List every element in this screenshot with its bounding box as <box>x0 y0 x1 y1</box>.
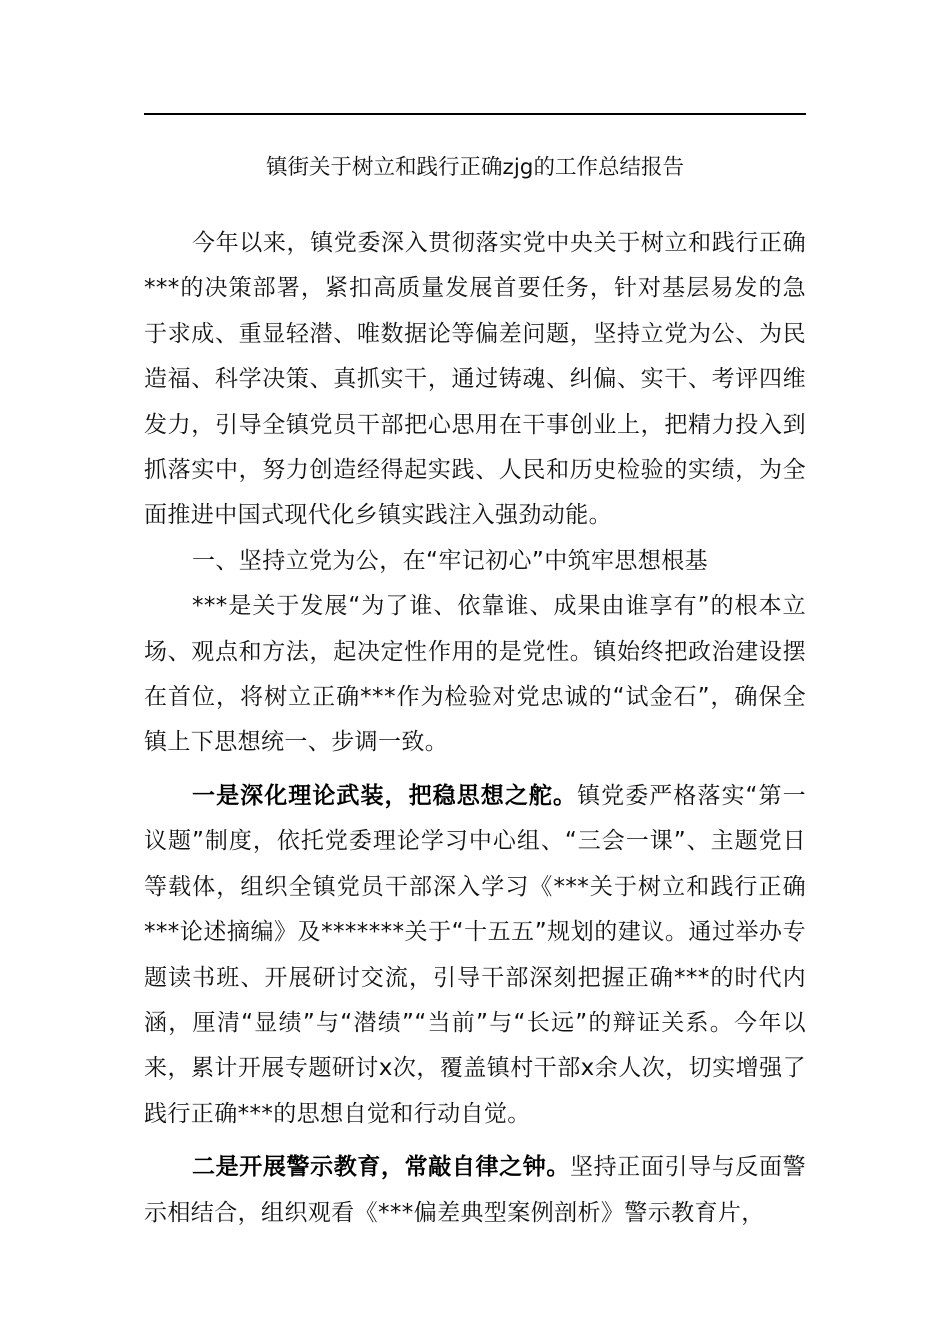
point-2-lead: 二是开展警示教育，常敲自律之钟。 <box>192 1154 570 1181</box>
document-title: 镇街关于树立和践行正确zjg的工作总结报告 <box>266 155 684 180</box>
point-1-paragraph <box>144 774 806 1137</box>
paragraph-spacer <box>144 1137 806 1145</box>
point-2-body: 坚持正面引导与反面警示相结合，组织观看《***偏差典型案例剖析》警示教育片， <box>144 1154 806 1226</box>
intro-paragraph: 今年以来，镇党委深入贯彻落实党中央关于树立和践行正确***的决策部署，紧扣高质量发展首要任务，针对基层易发的急于求成、重显轻潜、唯数据论等偏差问题，坚持立党为公、为民造福、科学决策、真抓实干，通过铸魂、纠偏、实干、考评四维发力，引导全镇党员干部把心思用在干事创业上，把精力投入到抓落实中，努力创造经得起实践、人民和历史检验的实绩，为全面推进中国式现代化乡镇实践注入强劲动能。 <box>144 230 806 529</box>
document-body <box>144 221 806 1236</box>
point-2-paragraph <box>144 1145 806 1236</box>
header-rule <box>144 113 806 115</box>
section-1-intro-paragraph: ***是关于发展“为了谁、依靠谁、成果由谁享有”的根本立场、观点和方法，起决定性作用的是党性。镇始终把政治建设摆在首位，将树立正确***作为检验对党忠诚的“试金石”，确保全镇上下思想统一、步调一致。 <box>144 593 806 756</box>
section-1-heading: 一、坚持立党为公，在“牢记初心”中筑牢思想根基 <box>192 547 709 574</box>
paragraph-spacer <box>144 766 806 774</box>
point-1-body: 镇党委严格落实“第一议题”制度，依托党委理论学习中心组、“三会一课”、主题党日等载体，组织全镇党员干部深入学习《***关于树立和践行正确***论述摘编》及*******关于“十五五”规划的建议。通过举办专题读书班、开展研讨交流，引导干部深刻把握正确***的时代内涵，厘清“显绩”与“潜绩”“当前”与“长远”的辩证关系。今年以来，累计开展专题研讨x次，覆盖镇村干部x余人次，切实增强了践行正确***的思想自觉和行动自觉。 <box>144 782 806 1127</box>
point-1-lead: 一是深化理论武装，把稳思想之舵。 <box>192 782 578 809</box>
